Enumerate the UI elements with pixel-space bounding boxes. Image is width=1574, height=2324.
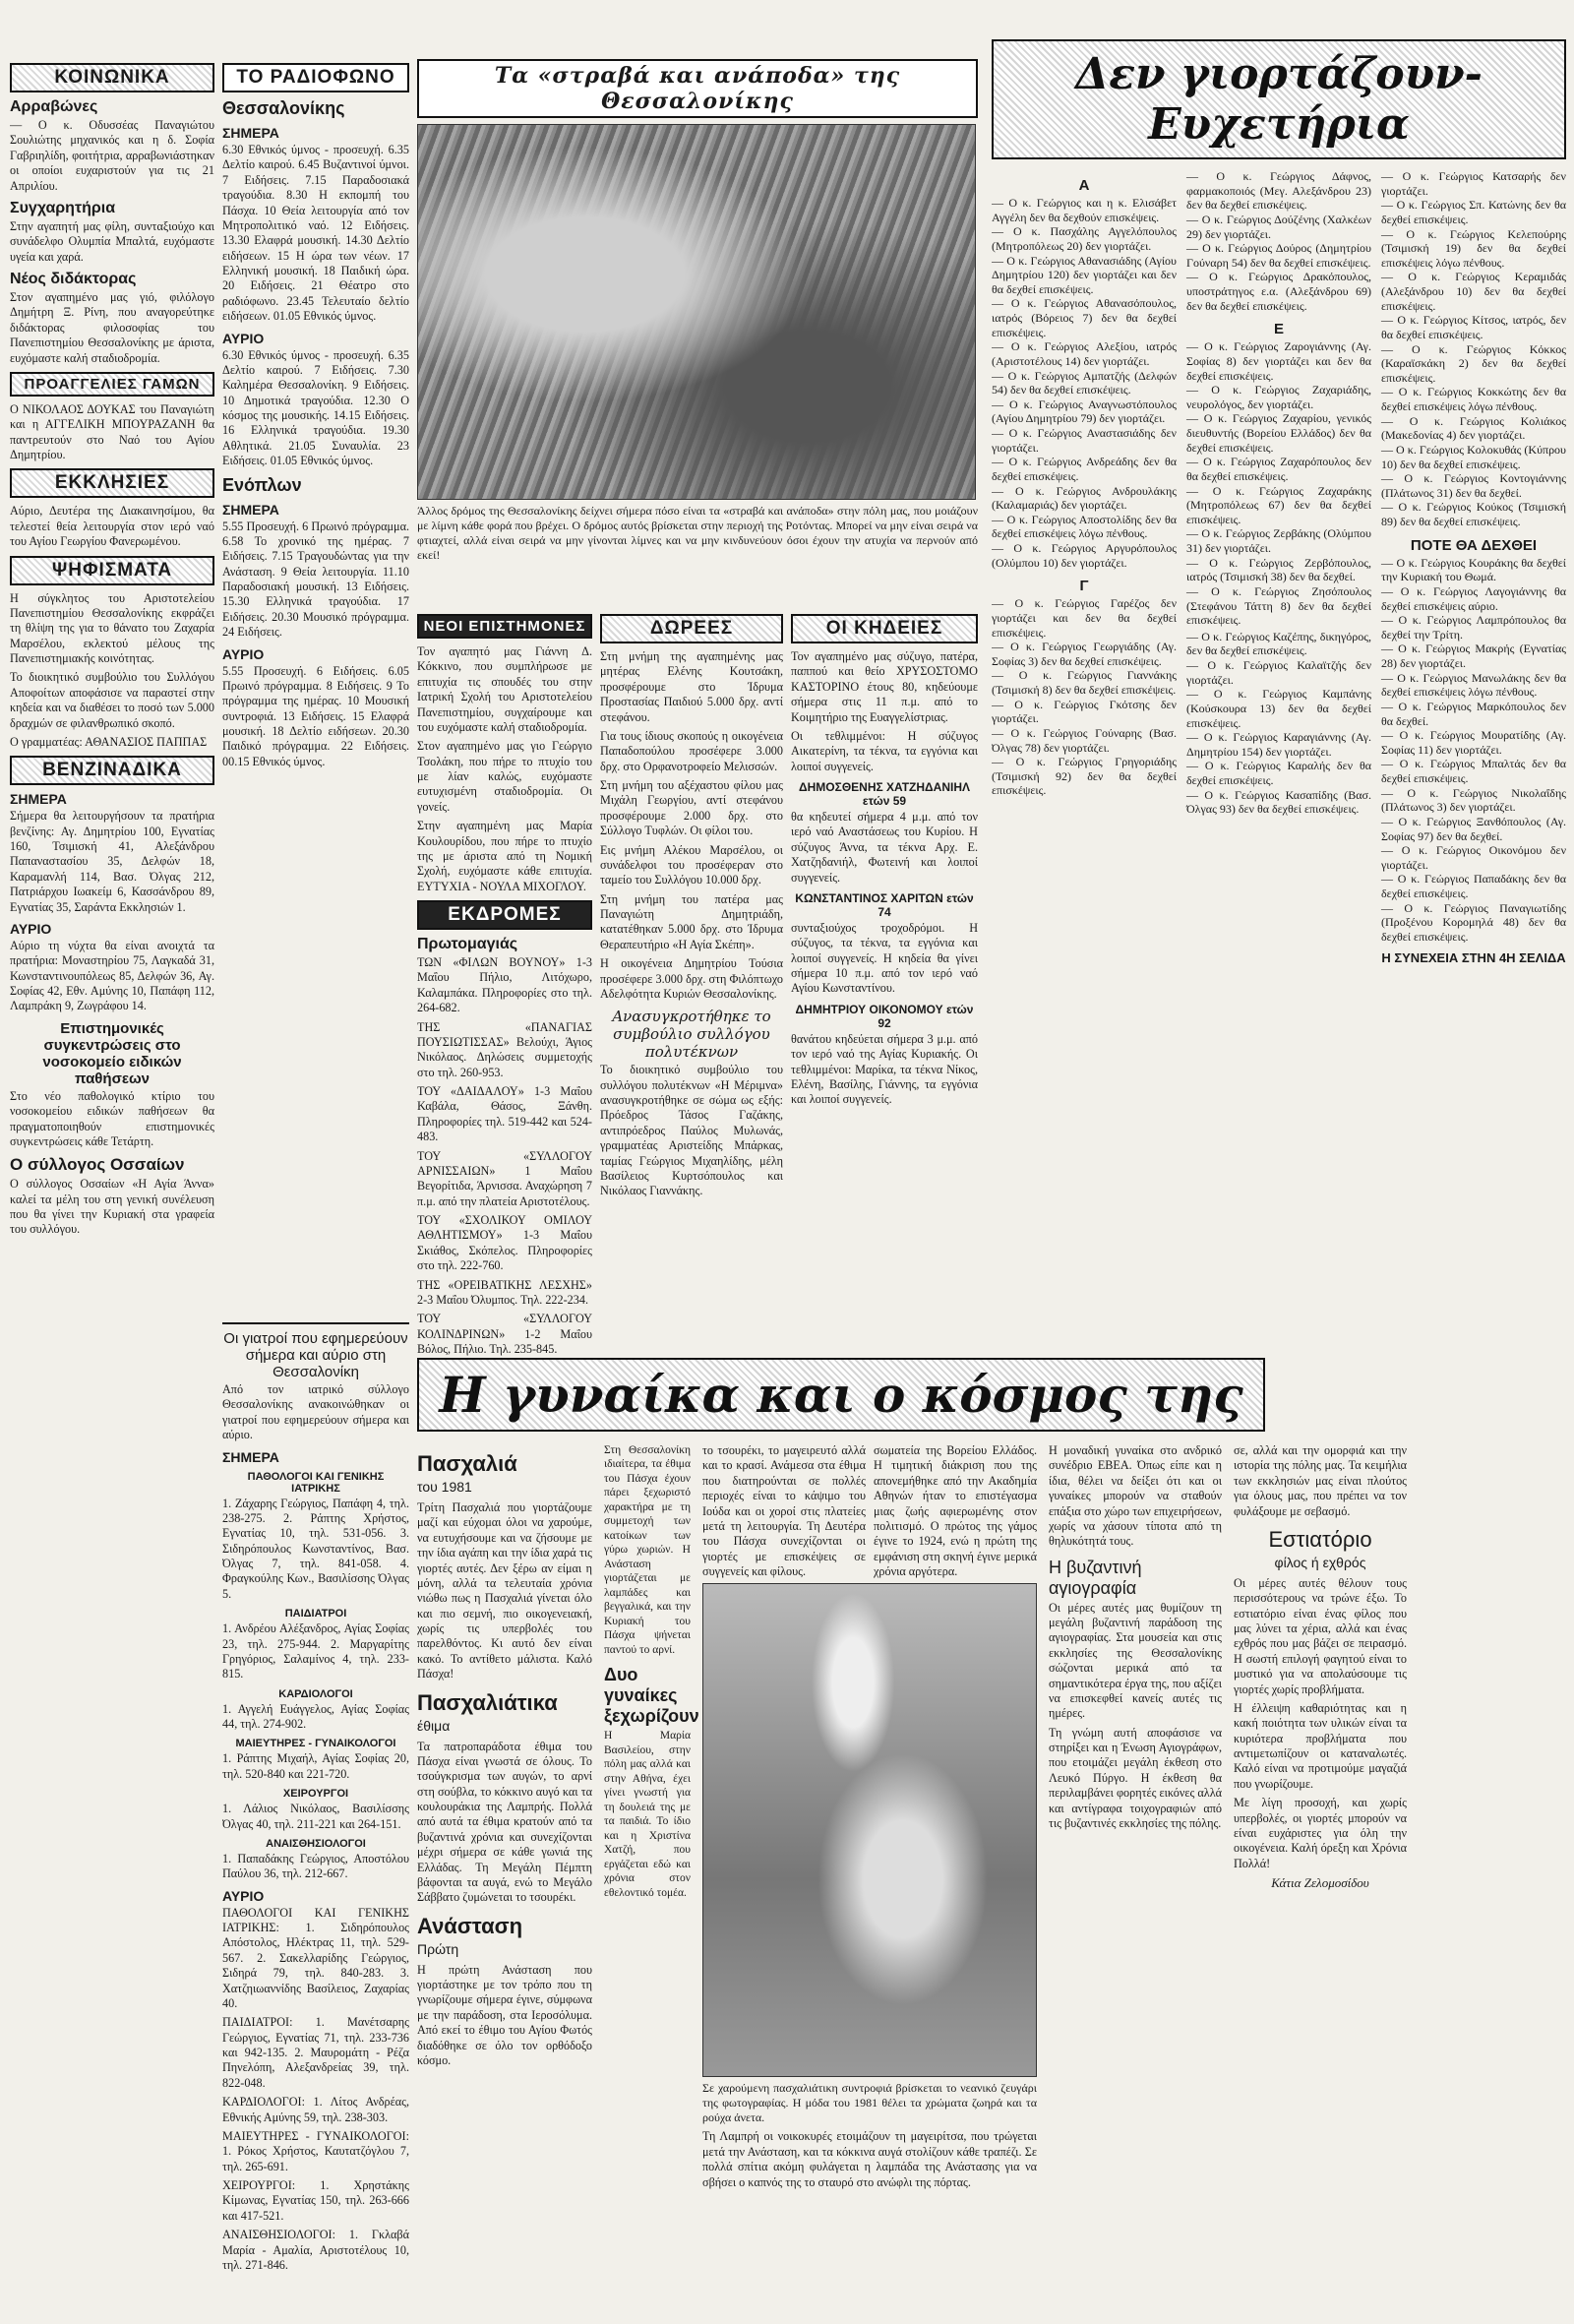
excursion-2: ΤΗΣ «ΠΑΝΑΓΙΑΣ ΠΟΥΣΙΩΤΙΣΣΑΣ» Βελούχι, Άγιος Νικόλαος. Δηλώσεις συμμετοχής στο τηλ. 260-953.	[417, 1019, 592, 1079]
excursion-5: ΤΟΥ «ΣΧΟΛΙΚΟΥ ΟΜΙΛΟΥ ΑΘΛΗΤΙΣΜΟΥ» 1-3 Μαΐου Σκιάθος, Σκόπελος. Πληροφορίες στο τηλ. 222-760.	[417, 1213, 592, 1273]
doctors-today: ΣΗΜΕΡΑ	[222, 1448, 279, 1465]
radio-city: Θεσσαλονίκης	[222, 98, 345, 118]
donation-1: Στη μνήμη της αγαπημένης μας μητέρας Ελένης Κουτσάκη, προσφέρουμε στο Ίδρυμα Προστασίας Παιδιού 5.000 δρχ. αντί στεφάνου.	[600, 649, 783, 724]
women-col-2	[604, 1443, 699, 2194]
new-scientists-2: Στον αγαπημένο μας γιο Γεώργιο Τσολάκη, που πήρε το πτυχίο του με λίαν καλώς, ευχόμαστε ευτυχισμένη σταδιοδρομία. Οι γονείς.	[417, 739, 592, 814]
letter-e: Ε	[1273, 321, 1284, 338]
funeral-3: συνταξιούχος τροχοδρόμοι. Η σύζυγος, τα τέκνα, τα εγγόνια και λοιποί συγγενείς. Η κηδεία θα γίνει σήμερα 10 π.μ. από τον ιερό ναό Αγίου Κωνσταντίνου.	[791, 920, 978, 996]
doctors-list-1: 1. Ζάχαρης Γεώργιος, Παπάφη 4, τηλ. 238-275. 2. Ράπτης Χρήστος, Εγνατίας 10, τηλ. 531-056. 3. Σιδηρόπουλος Κωνσταντίνος, Βασ. Όλγας 7, τηλ. 841-058. 4. Φραγκούλης Κων., Βασιλίσσης Όλγας 5.	[222, 1496, 409, 1601]
engagement-text: — Ο κ. Οδυσσέας Παναγιώτου Σουλιώτης μηχανικός και η δ. Σοφία Γαβριηλίδη, φοιτήτρια, αρραβωνιάστηκαν οι οποίοι ευχαριστούν για τις 21 Απριλίου.	[10, 118, 214, 193]
resolutions-heading: ΨΗΦΙΣΜΑΤΑ	[10, 556, 214, 585]
gas-stations-heading: ΒΕΝΖΙΝΑΔΙΚΑ	[10, 756, 214, 785]
photo-story	[417, 59, 978, 590]
ossaion-text: Ο σύλλογος Οσσαίων «Η Αγία Άννα» καλεί τα μέλη του στη γενική συνέλευση που θα γίνει την Κυριακή στα γραφεία του συλλόγου.	[10, 1177, 214, 1237]
donations-heading: ΔΩΡΕΕΣ	[600, 614, 783, 643]
customs-text-2: Στη Θεσσαλονίκη ιδιαίτερα, τα έθιμα του Πάσχα έχουν πάρει ξεχωριστό χαρακτήρα με τη συμμετοχή των κατοίκων των γύρω χωριών. Η Ανάσταση γιορτάζεται με λαμπάδες και βεγγαλικά, και την Κυριακή του Πάσχα ψήνεται παντού το αρνί.	[604, 1444, 691, 1656]
greetings-col-b	[1186, 169, 1371, 967]
funeral-4-name: ΔΗΜΗΤΡΙΟΥ ΟΙΚΟΝΟΜΟΥ ετών 92	[795, 1002, 974, 1030]
column-donations	[600, 608, 783, 1356]
column-radio	[222, 0, 409, 1318]
byzantine-text-2: Τη γνώμη αυτή αποφάσισε να στηρίξει και η Ένωση Αγιογράφων, που ετοιμάζει μεγάλη έκθεση στο Λευκό Πύργο. Η έκθεση θα περιλαμβάνει φορητές εικόνες αλλά και αντίγραφα τοιχογραφιών από τις βυζαντινές εκκλησίες της πόλης.	[1049, 1725, 1222, 1830]
new-scientists-1: Τον αγαπητό μας Γιάννη Δ. Κόκκινο, που συμπλήρωσε με επιτυχία τις σπουδές του στην Ιατρική Σχολή του Αριστοτελείου Πανεπιστημίου, συγχαίρουμε και του ευχόμαστε καλή σταδιοδρομία.	[417, 644, 592, 734]
radio-schedule-4: 5.55 Προσευχή. 6 Ειδήσεις. 6.05 Πρωινό πρόγραμμα. 8 Ειδήσεις. 9 Το πρόγραμμα της ημέρας. 10 Μουσική συντροφιά. 13 Ειδήσεις. 15 Ελαφρά μουσική. 18 Δελτίο ειδήσεων. 20.30 Παιδικό πρόγραμμα. 22 Ειδήσεις. 00.15 Εθνικός ύμνος.	[222, 663, 409, 768]
donation-6: Η οικογένεια Δημητρίου Τούσια προσέφερε 3.000 δρχ. στη Φιλόπτωχο Αδελφότητα Κυριών Θεσσαλονίκης.	[600, 956, 783, 1001]
doctors-anais: ΑΝΑΙΣΘΗΣΙΟΛΟΓΟΙ	[266, 1837, 366, 1850]
radio-armed-forces: Ενόπλων	[222, 474, 302, 495]
donation-2: Για τους ίδιους σκοπούς η οικογένεια Παπαδοπούλου προσέφερε 3.000 δρχ. στο Ορφανοτροφείο Μελισσών.	[600, 728, 783, 773]
doctors-list-6: 1. Παπαδάκης Γεώργιος, Αποστόλου Παύλου 36, τηλ. 212-667.	[222, 1851, 409, 1881]
author-signature: Κάτια Ζελομοσίδου	[1271, 1875, 1369, 1890]
doctors-mail: ΜΑΙΕΥΤΗΡΕΣ - ΓΥΝΑΙΚΟΛΟΓΟΙ	[235, 1738, 396, 1750]
greetings-list-rest: — Ο κ. Γεώργιος Κουράκης θα δεχθεί την Κυριακή του Θωμά. — Ο κ. Γεώργιος Λαγογιάννης θα δεχθεί επισκέψεις αύριο. — Ο κ. Γεώργιος Λαμπρόπουλος θα δεχθεί την Τρίτη. — Ο κ. Γεώργιος Μακρής (Εγνατίας 28) δεν γιορτάζει. — Ο κ. Γεώργιος Μανωλάκης δεν θα δεχθεί επισκέψεις λόγω πένθους. — Ο κ. Γεώργιος Μαρκόπουλος δεν θα δεχθεί. — Ο κ. Γεώργιος Μουρατίδης (Αγ. Σοφίας 11) δεν γιορτάζει. — Ο κ. Γεώργιος Μπαλτάς δεν θα δεχθεί επισκέψεις. — Ο κ. Γεώργιος Νικολαΐδης (Πλάτωνος 3) δεν γιορτάζει. — Ο κ. Γεώργιος Ξανθόπουλος (Αγ. Σοφίας 97) δεν θα δεχθεί. — Ο κ. Γεώργιος Οικονόμου δεν γιορτάζει. — Ο κ. Γεώργιος Παπαδάκης δεν θα δεχθεί επισκέψεις. — Ο κ. Γεώργιος Παναγιωτίδης (Προξένου Κορομηλά 48) δεν θα δεχθεί επισκέψεις.	[1381, 555, 1566, 944]
donation-4: Εις μνήμη Αλέκου Μαρσέλου, οι συνάδελφοι του προσέφεραν στο ταμείο του Συλλόγου 10.000 δρχ.	[600, 842, 783, 887]
greetings-list-k: — Ο κ. Γεώργιος Καζέπης, δικηγόρος, δεν θα δεχθεί επισκέψεις. — Ο κ. Γεώργιος Καλαϊτζής δεν γιορτάζει. — Ο κ. Γεώργιος Καμπάνης (Κούσκουρα 13) δεν θα δεχθεί επισκέψεις. — Ο κ. Γεώργιος Καραγιάννης (Αγ. Δημητρίου 154) δεν γιορτάζει. — Ο κ. Γεώργιος Καραλής δεν θα δεχθεί επισκέψεις. — Ο κ. Γεώργιος Κασαπίδης (Βασ. Όλγας 93) δεν θα δεχθεί επισκέψεις.	[1186, 629, 1371, 817]
doctors-list-12: ΑΝΑΙΣΘΗΣΙΟΛΟΓΟΙ: 1. Γκλαβά Μαρία - Αμαλία, Αριστοτέλους 10, τηλ. 271-846.	[222, 2228, 409, 2272]
greetings-title: Δεν γιορτάζουν-Ευχετήρια	[992, 39, 1566, 159]
letter-g: Γ	[1079, 578, 1089, 595]
excursion-1: ΤΩΝ «ΦΙΛΩΝ ΒΟΥΝΟΥ» 1-3 Μαΐου Πήλιο, Λιτόχωρο, Καλαμπάκα. Πληροφορίες στο τηλ. 264-682.	[417, 955, 592, 1015]
wedding-text: Ο ΝΙΚΟΛΑΟΣ ΔΟΥΚΑΣ του Παναγιώτη και η ΑΓΓΕΛΙΚΗ ΜΠΟΥΡΑΖΑΝΗ θα παντρευτούν στο Ναό του Αγίου Δημητρίου.	[10, 401, 214, 461]
radio-today-2: ΣΗΜΕΡΑ	[222, 501, 279, 518]
doctors-paid: ΠΑΙΔΙΑΤΡΟΙ	[284, 1608, 347, 1621]
column-new-scientists	[417, 608, 592, 1356]
funeral-1: Τον αγαπημένο μας σύζυγο, πατέρα, παππού και θείο ΧΡΥΣΟΣΤΟΜΟ ΚΑΣΤΟΡΙΝΟ έτους 80, κηδεύουμε σήμερα στις 11 π.μ. από το Κοιμητήριο της Ευαγγελίστριας.	[791, 649, 978, 724]
customs-subtitle: έθιμα	[417, 1717, 451, 1734]
excursions-heading: ΕΚΔΡΟΜΕΣ	[417, 900, 592, 930]
doctors-intro: Από τον ιατρικό σύλλογο Θεσσαλονίκης ανακοινώθηκαν οι γιατροί που εφημερεύουν σήμερα και αύριο.	[222, 1382, 409, 1442]
restaurant-text-2: Η έλλειψη καθαριότητας και η κακή ποιότητα των υλικών είναι τα κυριότερα προβλήματα που αντιμετωπίζουν οι καταναλωτές. Καλό είναι να προτιμούμε μαγαζιά που γνωρίζουμε.	[1234, 1700, 1407, 1791]
donation-3: Στη μνήμη του αξέχαστου φίλου μας Μιχάλη Γεωργίου, αντί στεφάνου προσφέρουμε 2.000 δρχ. στο Σύλλογο Τυφλών. Οι φίλοι του.	[600, 778, 783, 838]
new-scientists-heading: ΝΕΟΙ ΕΠΙΣΤΗΜΟΝΕΣ	[417, 614, 592, 639]
resurrection-title: Ανάσταση	[417, 1913, 523, 1938]
customs-text-3: το τσουρέκι, το μαγειρευτό αλλά και το κρασί. Ανάμεσα στα έθιμα που διατηρούνται σε πολλές περιοχές είναι το κάψιμο του Ιούδα και οι χοροί στις πλατείες μετά τη λειτουργία. Τη Δευτέρα του Πάσχα συνεχίζονται οι γιορτές με επισκέψεις σε συγγενείς και φίλους.	[702, 1443, 866, 1578]
photo-story-caption: Άλλος δρόμος της Θεσσαλονίκης δείχνει σήμερα πόσο είναι τα «στραβά και ανάποδα» στην πόλη μας, που μοιάζουν με λίμνη κάθε φορά που βρέχει. Ο δρόμος αυτός βρίσκεται στην περιοχή της Ροτόντας. Μπορεί να μην είναι σειρά να φτιαχτεί, αλλά είναι σειρά να μην γίνονται λίμνες και να μην κινδυνεύουν όσοι έχουν την ατυχία να περνούν από εκεί!	[417, 504, 978, 562]
doctors-list-5: 1. Λάλιος Νικόλαος, Βασιλίσσης Όλγας 40, τηλ. 211-221 και 264-151.	[222, 1802, 409, 1831]
excursion-3: ΤΟΥ «ΔΑΙΔΑΛΟΥ» 1-3 Μαΐου Καβάλα, Θάσος, Ξάνθη. Πληροφορίες τηλ. 519-442 και 524-483.	[417, 1084, 592, 1144]
resurrection-text: Η πρώτη Ανάσταση που γιορτάστηκε με τον τρόπο που τη γνωρίζουμε σήμερα έγινε, σύμφωνα με την παράδοση, στα Ιεροσόλυμα. Από εκεί το έθιμο του Αγίου Φωτός διαδόθηκε σε όλο τον ορθόδοξο κόσμο.	[417, 1962, 592, 2067]
gas-today-label: ΣΗΜΕΡΑ	[10, 791, 67, 808]
ossaion-title: Ο σύλλογος Οσσαίων	[10, 1155, 185, 1175]
customs-text: Τα πατροπαράδοτα έθιμα του Πάσχα είναι γνωστά σε όλους. Το τσούγκρισμα των αυγών, το αρνί στη σούβλα, το κόκκινο αυγό και τα κουλουράκια της Λαμπρής. Πολλά από αυτά τα έθιμα κρατούν από τα βυζαντινά χρόνια και συνεχίζονται μέχρι σήμερα σε κάθε γωνιά της Ελλάδας. Τη Μεγάλη Πέμπτη βάφονται τα αυγά, ενώ το Μεγάλο Σάββατο ζυμώνεται το τσουρέκι.	[417, 1739, 592, 1905]
photo-story-title: Τα «στραβά και ανάποδα» της Θεσσαλονίκης	[417, 59, 978, 118]
doctors-list-8: ΠΑΙΔΙΑΤΡΟΙ: 1. Μανέτσαρης Γεώργιος, Εγνατίας 71, τηλ. 233-736 και 942-135. 2. Μαυρομάτη - Ρέζα Πηνελόπη, Αλεξανδρείας 39, τηλ. 822-048.	[222, 2015, 409, 2090]
women-col-1	[417, 1443, 592, 2194]
council-title: Ανασυγκροτήθηκε το συμβούλιο συλλόγου πολυτέκνων	[612, 1008, 771, 1062]
new-scientists-3: Στην αγαπημένη μας Μαρία Κουλουρίδου, που πήρε το πτυχίο της με άριστα από τη Νομική Σχολή, ευχόμαστε κάθε επιτυχία. ΕΥΤΥΧΙΑ - ΝΟΥΛΑ ΜΙΧΟΓΛΟΥ.	[417, 819, 592, 893]
doctors-list-3: 1. Αγγελή Ευάγγελος, Αγίας Σοφίας 44, τηλ. 274-902.	[222, 1701, 409, 1731]
restaurant-text-3: Με λίγη προσοχή, και χωρίς υπερβολές, οι γιορτές μπορούν να είναι ευχάριστες για όλη την οικογένεια. Καλή όρεξη και Χρόνια Πολλά!	[1234, 1796, 1407, 1870]
resolution-signature: Ο γραμματέας: ΑΘΑΝΑΣΙΟΣ ΠΑΠΠΑΣ	[10, 734, 208, 749]
greetings-list-a: — Ο κ. Γεώργιος και η κ. Ελισάβετ Αγγέλη δεν θα δεχθούν επισκέψεις. — Ο κ. Πασχάλης Αγγελόπουλος (Μητροπόλεως 20) δεν γιορτάζει. — Ο κ. Γεώργιος Αθανασιάδης (Αγίου Δημητρίου 120) δεν γιορτάζει και δεν θα δεχθεί επισκέψεις. — Ο κ. Γεώργιος Αθανασόπουλος, ιατρός (Βόρειος 7) δεν θα δεχθεί επισκέψεις. — Ο κ. Γεώργιος Αλεξίου, ιατρός (Αριστοτέλους 14) δεν γιορτάζει. — Ο κ. Γεώργιος Αμπατζής (Δελφών 54) δεν θα δεχθεί επισκέψεις. — Ο κ. Γεώργιος Αναγνωστόπουλος (Αγίου Δημητρίου 79) δεν γιορτάζει. — Ο κ. Γεώργιος Αναστασιάδης δεν γιορτάζει. — Ο κ. Γεώργιος Ανδρεάδης δεν θα δεχθεί επισκέψεις. — Ο κ. Γεώργιος Ανδρουλάκης (Καλαμαριάς) δεν γιορτάζει. — Ο κ. Γεώργιος Αποστολίδης δεν θα δεχθεί επισκέψεις λόγω πένθους. — Ο κ. Γεώργιος Αργυρόπουλος (Ολύμπου 10) δεν γιορτάζει.	[992, 196, 1177, 570]
radio-tomorrow-2: ΑΥΡΙΟ	[222, 645, 265, 662]
doctors-tomorrow: ΑΥΡΙΟ	[222, 1887, 265, 1904]
council-text: Το διοικητικό συμβούλιο του συλλόγου πολυτέκνων «Η Μέριμνα» ανασυγκροτήθηκε σε σώμα ως εξής: Πρόεδρος Τάσος Γαζάκης, αντιπρόεδρος Παύλος Μυλωνάς, γραμματέας Αριστείδης Μπάρκας, ταμίας Γεώργιος Μιχαηλίδης, μέλη Βασίλειος Κυρτσόπουλος και Νικόλαος Γιαννάκης.	[600, 1063, 783, 1198]
funeral-2: θα κηδευτεί σήμερα 4 μ.μ. από τον ιερό ναό Αναστάσεως του Κυρίου. Η σύζυγος Άννα, τα τέκνα Αρχ. Ε. Χατζηδανιήλ, Φωτεινή και λοιποί συγγενείς.	[791, 810, 978, 885]
funerals-heading: ΟΙ ΚΗΔΕΙΕΣ	[791, 614, 978, 643]
byzantine-text-3: σε, αλλά και την ομορφιά και την ιστορία της πόλης μας. Τα κειμήλια των εκκλησιών μας είναι πλούτος για όλους μας, που πρέπει να τον φυλάξουμε με σεβασμό.	[1234, 1443, 1407, 1518]
scientific-meetings-title: Επιστημονικές συγκεντρώσεις στο νοσοκομείο ειδικών παθήσεων	[42, 1019, 182, 1087]
couple-photo-caption: Σε χαρούμενη πασχαλιάτικη συντροφιά βρίσκεται το νεανικό ζευγάρι της φωτογραφίας. Η μόδα του 1981 θέλει τα χρώματα ζωηρά και τα ρούχα άνετα.	[702, 2081, 1037, 2125]
customs-text-4: Τη Λαμπρή οι νοικοκυρές ετοιμάζουν τη μαγειρίτσα, που τρώγεται μετά την Ανάσταση, και τα κόκκινα αυγά στολίζουν κάθε τραπέζι. Σε πολλά σπίτια ακόμη φυλάγεται η λαμπάδα της Ανάστασης για να σβήσει ο καπνός της το σταυρό στο ανώφλι της πόρτας.	[702, 2129, 1037, 2189]
profile-text-2: Η μοναδική γυναίκα στο ανδρικό συνέδριο ΕΒΕΑ. Όπως είπε και η ίδια, θέλει να δείξει ότι και οι γυναίκες μπορούν να σταθούν επάξια στο χώρο των επιχειρήσεων, χωρίς να χάσουν τίποτα από τη θηλυκότητά τους.	[1049, 1443, 1222, 1549]
women-title: Η γυναίκα και ο κόσμος της	[417, 1358, 1265, 1432]
congrats-text: Στην αγαπητή μας φίλη, συνταξιούχο και συνάδελφο Ολυμπία Μπαλτά, ευχόμαστε υγεία και χαρά.	[10, 218, 214, 264]
doctors-list-2: 1. Ανδρέου Αλέξανδρος, Αγίας Σοφίας 23, τηλ. 275-944. 2. Μαργαρίτης Γρηγόριος, Σαλαμίνος 4, τηλ. 233-815.	[222, 1621, 409, 1682]
greetings-col-a	[992, 169, 1177, 967]
gas-today-list: Σήμερα θα λειτουργήσουν τα πρατήρια βενζίνης: Αγ. Δημητρίου 100, Εγνατίας 160, Τσιμισκή 41, Αλεξάνδρου Παπαναστασίου 35, Δελφών 18, Καραμανλή 114, Βασ. Όλγας 212, Πατριάρχου Ιωακείμ 6, Κασσάνδρου 89, Εγνατίας 35, Σαράντα Εκκλησιών 1.	[10, 809, 214, 914]
koinonika-heading: ΚΟΙΝΩΝΙΚΑ	[10, 63, 214, 92]
easter-subtitle: του 1981	[417, 1479, 472, 1495]
restaurant-subtitle: φίλος ή εχθρός	[1274, 1554, 1366, 1570]
doctors-title: Οι γιατροί που εφημερεύουν σήμερα και αύριο στη Θεσσαλονίκη	[223, 1330, 408, 1380]
excursion-4: ΤΟΥ «ΣΥΛΛΟΓΟΥ ΑΡΝΙΣΣΑΙΩΝ» 1 Μαΐου Βεγορίτιδα, Άρνισσα. Αναχώρηση 7 π.μ. από την πλατεία Αριστοτέλους.	[417, 1148, 592, 1208]
easter-couple-photo	[702, 1583, 1037, 2077]
restaurant-text-1: Οι μέρες αυτές θέλουν τους περισσότερους να τρώνε έξω. Το εστιατόριο είναι ένας φίλος που μας λύνει τα χέρια, αλλά και ένας εχθρός που μας βάζει σε πειρασμό. Η σωστή επιλογή φαγητού είναι το μυστικό για να απολαύσουμε τις γιορτές χωρίς προβλήματα.	[1234, 1575, 1407, 1696]
doctors-list-4: 1. Ράπτης Μιχαήλ, Αγίας Σοφίας 20, τηλ. 520-840 και 221-720.	[222, 1751, 409, 1781]
column-left	[10, 0, 214, 2322]
radio-heading: ΤΟ ΡΑΔΙΟΦΩΝΟ	[222, 63, 409, 92]
greetings-list-d: — Ο κ. Γεώργιος Δάφνος, φαρμακοποιός (Μεγ. Αλεξάνδρου 23) δεν θα δεχθεί επισκέψεις. — Ο κ. Γεώργιος Δούζένης (Χαλκέων 29) δεν γιορτάζει. — Ο κ. Γεώργιος Δούρος (Δημητρίου Γούναρη 54) δεν θα δεχθεί επισκέψεις. — Ο κ. Γεώργιος Δρακόπουλος, υποστράτηγος ε.α. (Αλεξάνδρου 69) δεν θα δεχθεί επισκέψεις.	[1186, 169, 1371, 313]
doctors-list-9: ΚΑΡΔΙΟΛΟΓΟΙ: 1. Λίτος Ανδρέας, Εθνικής Αμύνης 59, τηλ. 238-303.	[222, 2095, 409, 2124]
when-receive-heading: ΠΟΤΕ ΘΑ ΔΕΧΘΕΙ	[1410, 536, 1538, 554]
byzantine-text-1: Οι μέρες αυτές μας θυμίζουν τη μεγάλη βυζαντινή παράδοση της αγιογραφίας. Στα μουσεία και στις εκκλησίες της Θεσσαλονίκης σώζονται μερικά από τα σημαντικότερα έργα της, που αξίζει να επισκεφθεί κανείς αυτές τις ημέρες.	[1049, 1600, 1222, 1721]
radio-tomorrow-1: ΑΥΡΙΟ	[222, 330, 265, 346]
churches-text: Αύριο, Δευτέρα της Διακαινησίμου, θα τελεστεί θεία λειτουργία στον ιερό ναό του Αγίου Γεωργίου Φανερωμένου.	[10, 504, 214, 549]
radio-schedule-1: 6.30 Εθνικός ύμνος - προσευχή. 6.35 Δελτίο καιρού. 6.45 Βυζαντινοί ύμνοι. 7 Ειδήσεις. 7.15 Παραδοσιακά τραγούδια. 8.30 Η εκπομπή του Πάσχα. 10 Θεία λειτουργία από τον Μητροπολιτικό ναό. 12 Ειδήσεις. 13.30 Ελαφρά μουσική. 14.30 Δελτίο ειδήσεων. 15 Η ώρα των νέων. 17 Ελληνική μουσική. 18 Παιδική ώρα. 20 Ειδήσεις. 21 Θέατρο στο ραδιόφωνο. 23.45 Τελευταίο δελτίο ειδήσεων. 01.05 Εθνικός ύμνος.	[222, 143, 409, 324]
resolution-text-2: Το διοικητικό συμβούλιο του Συλλόγου Αποφοίτων αποφάσισε να παραστεί στην κηδεία και να διαθέσει το ποσό των 5.000 δραχμών σε φιλανθρωπικό σκοπό.	[10, 670, 214, 730]
easter-text: Τρίτη Πασχαλιά που γιορτάζουμε μαζί και εύχομαι όλοι να χαρούμε, να ευτυχήσουμε και να ζήσουμε με την ίδια αγάπη και την ίδια χαρά τις γιορτές αυτές. Δεν ξέρω αν είμαι η μόνη, αλλά τα τελευταία χρόνια νιώθω πως η Πασχαλιά γίνεται όλο και πιο σεμνή, πιο οικογενειακή, χωρίς τις υπερβολές του παρελθόντος. Κι αυτό δεν είναι κακό. Το αντίθετο μάλιστα. Καλό Πάσχα!	[417, 1500, 592, 1682]
women-section	[417, 1358, 1566, 2317]
churches-heading: ΕΚΚΛΗΣΙΕΣ	[10, 468, 214, 498]
greetings-col-c	[1381, 169, 1566, 967]
customs-title: Πασχαλιάτικα	[417, 1689, 558, 1715]
doctors-list-10: ΜΑΙΕΥΤΗΡΕΣ - ΓΥΝΑΙΚΟΛΟΓΟΙ: 1. Ρόκος Χρήστος, Καυτατζόγλου 7, τηλ. 265-691.	[222, 2128, 409, 2173]
gas-tomorrow-list: Αύριο τη νύχτα θα είναι ανοιχτά τα πρατήρια: Μοναστηρίου 75, Λαγκαδά 31, Κωνσταντινουπόλεως 85, Δελφών 36, Αγ. Σοφίας 42, Εθν. Αμύνης 10, Παπάφη 112, Λαμπράκη 9, Ζωγράφου 14.	[10, 938, 214, 1013]
doctors-list-7: ΠΑΘΟΛΟΓΟΙ ΚΑΙ ΓΕΝΙΚΗΣ ΙΑΤΡΙΚΗΣ: 1. Σιδηρόπουλος Απόστολος, Ηλέκτρας 11, τηλ. 529-567. 2. Σακελλαρίδης Γεώργιος, Σιδηρά 79, τηλ. 840-283. 3. Χατζηιωαννίδης Βασίλειος, Ζαχαρίας 40.	[222, 1905, 409, 2010]
two-women-text: Η Μαρία Βασιλείου, στην πόλη μας αλλά και στην Αθήνα, έχει γίνει γνωστή για τη δουλειά της με τα παιδιά. Το ίδιο και η Χριστίνα Χατζή, που εργάζεται εδώ και χρόνια στον εθελοντικό τομέα.	[604, 1730, 691, 1899]
funeral-3-name: ΚΩΝΣΤΑΝΤΙΝΟΣ ΧΑΡΙΤΩΝ ετών 74	[795, 890, 974, 919]
byzantine-title: Η βυζαντινή αγιογραφία	[1049, 1557, 1142, 1598]
profile-text-1: σωματεία της Βορείου Ελλάδος. Η τιμητική διάκριση που της απονεμήθηκε από την Ακαδημία Αθηνών ήταν το επιστέγασμα μιας ζωής αφιερωμένης στον πολιτισμό. Ο πρώτος της γάμος έγινε το 1924, ενώ η πρώτη της εμφάνιση στη σκηνή έγινε μερικά χρόνια αργότερα.	[874, 1443, 1037, 1578]
column-doctors	[222, 1318, 409, 2322]
funeral-4: θανάτου κηδεύεται σήμερα 3 μ.μ. από τον ιερό ναό της Αγίας Κυριακής. Οι τεθλιμμένοι: Μαρίκα, τα τέκνα Νίκος, Ελένη, Βασίλης, Γιάννης, τα εγγόνια και λοιποί συγγενείς.	[791, 1031, 978, 1107]
flooded-street-photo	[417, 124, 976, 500]
women-col-4	[1049, 1443, 1222, 2194]
resurrection-subtitle: Πρώτη	[417, 1940, 459, 1957]
radio-schedule-3: 5.55 Προσευχή. 6 Πρωινό πρόγραμμα. 6.58 Το χρονικό της ημέρας. 7 Ειδήσεις. 7.15 Τραγουδώντας για την Ανάσταση. 9 Θεία λειτουργία. 11.10 Παραδοσιακή μουσική. 13 Ειδήσεις. 15.30 Ελληνικά τραγούδια. 17 Ειδήσεις. 20.30 Μουσικό πρόγραμμα. 24 Ειδήσεις.	[222, 519, 409, 640]
greetings-list-k2: — Ο κ. Γεώργιος Κατσαρής δεν γιορτάζει. — Ο κ. Γεώργιος Σπ. Κατώνης δεν θα δεχθεί επισκέψεις. — Ο κ. Γεώργιος Κελεπούρης (Τσιμισκή 19) δεν θα δεχθεί επισκέψεις λόγω πένθους. — Ο κ. Γεώργιος Κεραμιδάς (Αλεξάνδρου 10) δεν θα δεχθεί επισκέψεις. — Ο κ. Γεώργιος Κίτσος, ιατρός, δεν θα δεχθεί επισκέψεις. — Ο κ. Γεώργιος Κόκκος (Καραϊσκάκη 2) δεν θα δεχθεί επισκέψεις. — Ο κ. Γεώργιος Κοκκώτης δεν θα δεχθεί επισκέψεις λόγω πένθους. — Ο κ. Γεώργιος Κολιάκος (Μακεδονίας 4) δεν γιορτάζει. — Ο κ. Γεώργιος Κολοκυθάς (Κύπρου 10) δεν θα δεχθεί επισκέψεις. — Ο κ. Γεώργιος Κοντογιάννης (Πλάτωνος 31) δεν θα δεχθεί. — Ο κ. Γεώργιος Κούκος (Τσιμισκή 89) δεν θα δεχθεί επισκέψεις.	[1381, 169, 1566, 528]
letter-a: Α	[1078, 177, 1090, 194]
continued-note: Η ΣΥΝΕΧΕΙΑ ΣΤΗΝ 4Η ΣΕΛΙΔΑ	[1381, 949, 1566, 965]
two-women-title: Δυο γυναίκες ξεχωρίζουν	[604, 1665, 699, 1727]
doctors-kard: ΚΑΡΔΙΟΛΟΓΟΙ	[278, 1687, 353, 1700]
wedding-announcements-heading: ΠΡΟΑΓΓΕΛΙΕΣ ΓΑΜΩΝ	[10, 372, 214, 397]
restaurant-title: Εστιατόριο	[1268, 1526, 1372, 1552]
funeral-2-name: ΔΗΜΟΣΘΕΝΗΣ ΧΑΤΖΗΔΑΝΙΗΛ ετών 59	[799, 780, 970, 808]
donation-5: Στη μνήμη του πατέρα μας Παναγιώτη Δημητριάδη, κατατέθηκαν 5.000 δρχ. στο Ίδρυμα Θεραπευτήριο «Η Αγία Σκέπη».	[600, 891, 783, 951]
section-new-doctor: Νέος διδάκτορας	[10, 271, 137, 287]
new-doctor-text: Στον αγαπημένο μας γιό, φιλόλογο Δημήτρη Ξ. Ρίνη, που αναγορεύτηκε διδάκτορας φιλοσοφίας του Πανεπιστημίου Θεσσαλονίκης με άριστα, ευχόμαστε καλή σταδιοδρομία.	[10, 290, 214, 365]
excursions-subtitle: Πρωτομαγιάς	[417, 936, 518, 952]
women-col-photo	[702, 1443, 1037, 2194]
section-congrats: Συγχαρητήρια	[10, 199, 116, 216]
funeral-1-family: Οι τεθλιμμένοι: Η σύζυγος Αικατερίνη, τα τέκνα, τα εγγόνια και λοιποί συγγενείς.	[791, 728, 978, 773]
excursion-7: ΤΟΥ «ΣΥΛΛΟΓΟΥ ΚΟΛΙΝΔΡΙΝΩΝ» 1-2 Μαΐου Βόλος, Πήλιο. Τηλ. 235-845.	[417, 1312, 592, 1356]
column-funerals	[791, 608, 978, 1356]
easter-title: Πασχαλιά	[417, 1451, 517, 1476]
radio-schedule-2: 6.30 Εθνικός ύμνος - προσευχή. 6.35 Δελτίο καιρού. 7 Ειδήσεις. 7.30 Καλημέρα Θεσσαλονίκη. 9 Ειδήσεις. 10 Δημοτικά τραγούδια. 12.30 Ο κόσμος της μουσικής. 14.15 Ειδήσεις. 16 Ελληνικά τραγούδια. 19.30 Αθλητικά. 21.05 Συναυλία. 23 Ειδήσεις. 01.05 Εθνικός ύμνος.	[222, 347, 409, 468]
doctors-list-11: ΧΕΙΡΟΥΡΓΟΙ: 1. Χρηστάκης Κίμωνας, Εγνατίας 150, τηλ. 263-666 και 417-521.	[222, 2178, 409, 2223]
gas-tomorrow-label: ΑΥΡΙΟ	[10, 920, 52, 937]
doctors-xeir: ΧΕΙΡΟΥΡΓΟΙ	[282, 1788, 349, 1801]
resolution-text-1: Η σύγκλητος του Αριστοτελείου Πανεπιστημίου Θεσσαλονίκης εκφράζει τη θλίψη της για το θάνατο του Ζαχαρία Μαρσέλου, εκλεκτού μέλους της Πανεπιστημιακής κοινότητας.	[10, 590, 214, 665]
excursion-6: ΤΗΣ «ΟΡΕΙΒΑΤΙΚΗΣ ΛΕΣΧΗΣ» 2-3 Μαΐου Όλυμπος. Τηλ. 222-234.	[417, 1277, 592, 1307]
radio-today-1: ΣΗΜΕΡΑ	[222, 125, 279, 141]
women-col-5	[1234, 1443, 1407, 2194]
greetings-list-g: — Ο κ. Γεώργιος Γαρέζος δεν γιορτάζει και δεν θα δεχθεί επισκέψεις. — Ο κ. Γεώργιος Γεωργιάδης (Αγ. Σοφίας 3) δεν θα δεχθεί επισκέψεις. — Ο κ. Γεώργιος Γιαννάκης (Τσιμισκή 8) δεν θα δεχθεί επισκέψεις. — Ο κ. Γεώργιος Γκότσης δεν γιορτάζει. — Ο κ. Γεώργιος Γούναρης (Βασ. Όλγας 78) δεν γιορτάζει. — Ο κ. Γεώργιος Γρηγοριάδης (Τσιμισκή 92) δεν θα δεχθεί επισκέψεις.	[992, 596, 1177, 798]
doctors-pathol: ΠΑΘΟΛΟΓΟΙ ΚΑΙ ΓΕΝΙΚΗΣ ΙΑΤΡΙΚΗΣ	[247, 1470, 385, 1495]
section-engagements: Αρραβώνες	[10, 98, 98, 115]
scientific-meetings-text: Στο νέο παθολογικό κτίριο του νοσοκομείου ειδικών παθήσεων θα πραγματοποιηθούν επιστημονικές συγκεντρώσεις κάθε Τετάρτη.	[10, 1088, 214, 1148]
greetings-list-z: — Ο κ. Γεώργιος Ζαρογιάννης (Αγ. Σοφίας 8) δεν γιορτάζει και δεν θα δεχθεί επισκέψεις. — Ο κ. Γεώργιος Ζαχαριάδης, νευρολόγος, δεν γιορτάζει. — Ο κ. Γεώργιος Ζαχαρίου, γενικός διευθυντής (Βορείου Ελλάδος) δεν θα δεχθεί επισκέψεις. — Ο κ. Γεώργιος Ζαχαρόπουλος δεν θα δεχθεί επισκέψεις. — Ο κ. Γεώργιος Ζαχαράκης (Μητροπόλεως 67) δεν θα δεχθεί επισκέψεις. — Ο κ. Γεώργιος Ζερβάκης (Ολύμπου 31) δεν γιορτάζει. — Ο κ. Γεώργιος Ζερβόπουλος, ιατρός (Τσιμισκή 38) δεν θα δεχθεί. — Ο κ. Γεώργιος Ζησόπουλος (Στεφάνου Τάττη 8) δεν θα δεχθεί επισκέψεις.	[1186, 339, 1371, 628]
